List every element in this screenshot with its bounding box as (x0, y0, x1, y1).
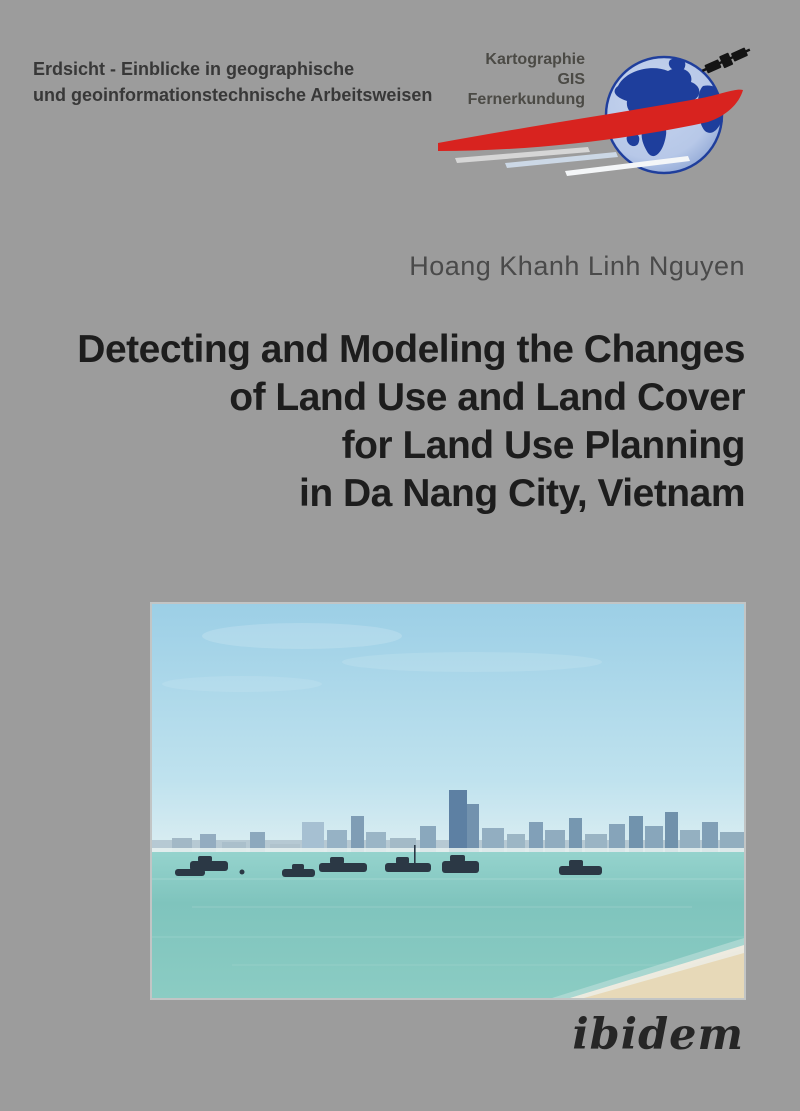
series-title-line1: Erdsicht - Einblicke in geographische (33, 59, 355, 79)
book-title-line2: of Land Use and Land Cover (229, 376, 745, 419)
author-name: Hoang Khanh Linh Nguyen (409, 251, 745, 281)
publisher-logo: ibidem (572, 1010, 744, 1060)
book-title-line1: Detecting and Modeling the Changes (77, 328, 745, 371)
logo-line-fernerkundung: Fernerkundung (467, 91, 585, 108)
logo-wordmark (468, 50, 585, 110)
series-title-line2: und geoinformationstechnische Arbeitsweisen (33, 85, 433, 105)
book-title-line4: in Da Nang City, Vietnam (299, 472, 745, 515)
satellite-icon (700, 44, 753, 77)
series-title (33, 56, 432, 108)
book-title (77, 326, 745, 518)
logo-line-kartographie: Kartographie (485, 51, 585, 68)
book-title-line3: for Land Use Planning (341, 424, 745, 467)
logo-line-gis: GIS (557, 71, 585, 88)
cover-photo (152, 604, 744, 998)
